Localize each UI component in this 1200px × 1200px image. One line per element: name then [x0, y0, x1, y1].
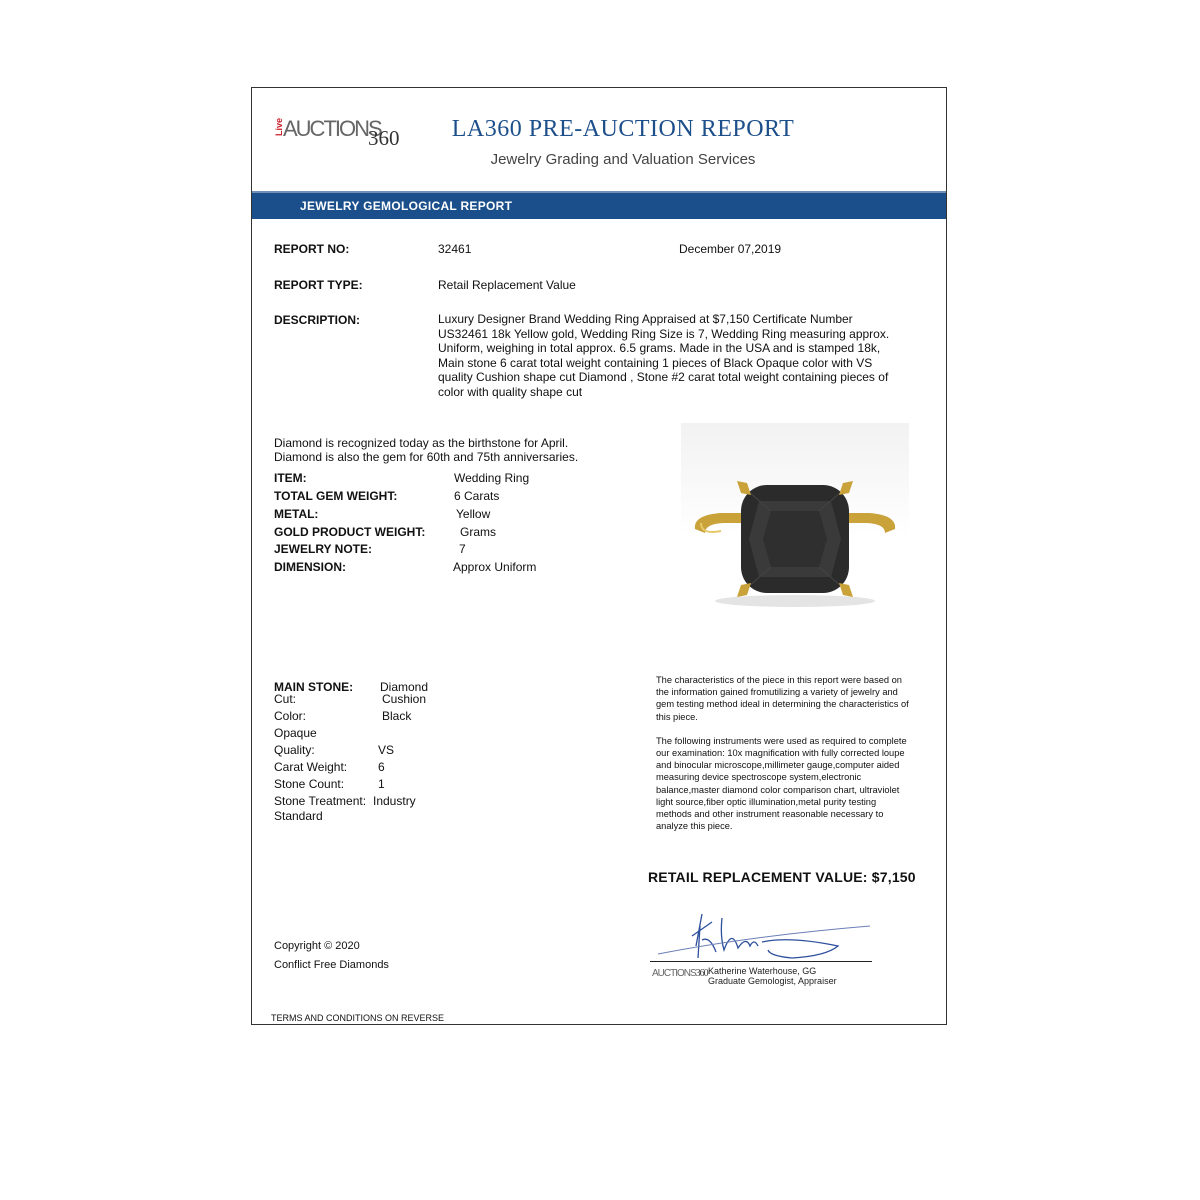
ring-illustration [681, 423, 909, 613]
description-line: quality Cushion shape cut Diamond , Stone #2 carat total weight containing pieces of [438, 370, 889, 384]
appraiser-logo-360: 360 [695, 968, 708, 979]
description-label: DESCRIPTION: [274, 313, 361, 327]
birthstone-note [274, 436, 578, 464]
conflict-free-text: Conflict Free Diamonds [274, 959, 389, 971]
examination-notes [656, 674, 914, 832]
appraiser-info [708, 966, 837, 986]
description-line: Uniform, weighing in total approx. 6.5 grams. Made in the USA and is stamped 18k, [438, 341, 881, 355]
description-line: Main stone 6 carat total weight containing 1 pieces of Black Opaque color with VS [438, 355, 873, 370]
spec-item-value: Wedding Ring [454, 471, 530, 485]
section-band [252, 191, 946, 219]
treatment-label: Stone Treatment: [274, 794, 367, 808]
color-value-2: Opaque [274, 726, 317, 740]
birthstone-line: Diamond is also the gem for 60th and 75th anniversaries. [274, 450, 579, 464]
signature-line [650, 961, 872, 962]
spec-metal-label: METAL: [274, 507, 319, 521]
treatment-value-2: Standard [274, 809, 323, 823]
band-label: JEWELRY GEMOLOGICAL REPORT [300, 199, 513, 213]
logo-live-text: Live [274, 118, 284, 137]
cut-value: Cushion [382, 692, 427, 706]
report-sheet [251, 87, 947, 1025]
carat-value: 6 [378, 760, 385, 774]
report-date: December 07,2019 [679, 242, 782, 256]
main-stone-label: MAIN STONE: [274, 680, 354, 694]
spec-jewelry-note-label: JEWELRY NOTE: [274, 542, 373, 556]
appraiser-logo-auctions: AUCTIONS [652, 968, 696, 979]
spec-gold-weight-label: GOLD PRODUCT WEIGHT: [274, 525, 426, 539]
terms-notice: TERMS AND CONDITIONS ON REVERSE [271, 1013, 445, 1023]
treatment-value: Industry [373, 794, 416, 808]
spec-metal-value: Yellow [456, 507, 491, 521]
spec-dimension-value: Approx Uniform [453, 560, 537, 574]
logo-auctions-text: AUCTIONS [283, 116, 381, 141]
spec-item-label: ITEM: [274, 471, 307, 485]
notes-paragraph-1: The characteristics of the piece in this report were based on the information gained fromutilizing a variety of jewelry and gem testing method ideal in determining the characteristics of this piece. [656, 675, 909, 722]
cut-label: Cut: [274, 692, 297, 706]
birthstone-line: Diamond is recognized today as the birthstone for April. [274, 436, 569, 450]
description-line: color with quality shape cut [438, 384, 583, 399]
retail-replacement-value: RETAIL REPLACEMENT VALUE: $7,150 [648, 869, 916, 885]
report-no-value: 32461 [438, 242, 472, 256]
report-type-value: Retail Replacement Value [438, 278, 576, 292]
quality-label: Quality: [274, 743, 315, 757]
color-value: Black [382, 709, 412, 723]
copyright-text: Copyright © 2020 [274, 940, 360, 952]
logo-360-text: 360 [368, 126, 400, 150]
description-line: Luxury Designer Brand Wedding Ring Appraised at $7,150 Certificate Number [438, 312, 853, 326]
description-line: US32461 18k Yellow gold, Wedding Ring Size is 7, Wedding Ring measuring approx. [438, 326, 890, 341]
spec-gem-weight-value: 6 Carats [454, 489, 500, 503]
appraiser-name: Katherine Waterhouse, GG [708, 966, 817, 976]
spec-jewelry-note-value: 7 [459, 542, 466, 556]
stone-count-label: Stone Count: [274, 777, 345, 791]
notes-paragraph-2: The following instruments were used as required to complete our examination: 10x magnification with fully corrected loupe and binocular microscope,millimeter gauge,computer aided measuring device spectroscope system,electronic balance,master diamond color comparison chart, ultraviolet light source,fiber optic illumination,metal purity testing methods and other instrument reasonable necessary to analyze this piece. [656, 735, 907, 832]
report-title: LA360 PRE-AUCTION REPORT [451, 116, 795, 142]
spec-gold-weight-value: Grams [460, 525, 496, 539]
stone-count-value: 1 [378, 777, 385, 791]
description-text [438, 312, 908, 399]
spec-gem-weight-label: TOTAL GEM WEIGHT: [274, 489, 398, 503]
report-no-label: REPORT NO: [274, 242, 350, 256]
carat-label: Carat Weight: [274, 760, 348, 774]
main-stone-value: Diamond [380, 680, 429, 694]
spec-dimension-label: DIMENSION: [274, 560, 346, 574]
color-label: Color: [274, 709, 307, 723]
appraiser-title: Graduate Gemologist, Appraiser [708, 976, 837, 986]
quality-value: VS [378, 743, 395, 757]
appraiser-logo [652, 968, 708, 979]
ring-photo [681, 423, 909, 613]
report-subtitle: Jewelry Grading and Valuation Services [490, 151, 756, 168]
report-type-label: REPORT TYPE: [274, 278, 363, 292]
